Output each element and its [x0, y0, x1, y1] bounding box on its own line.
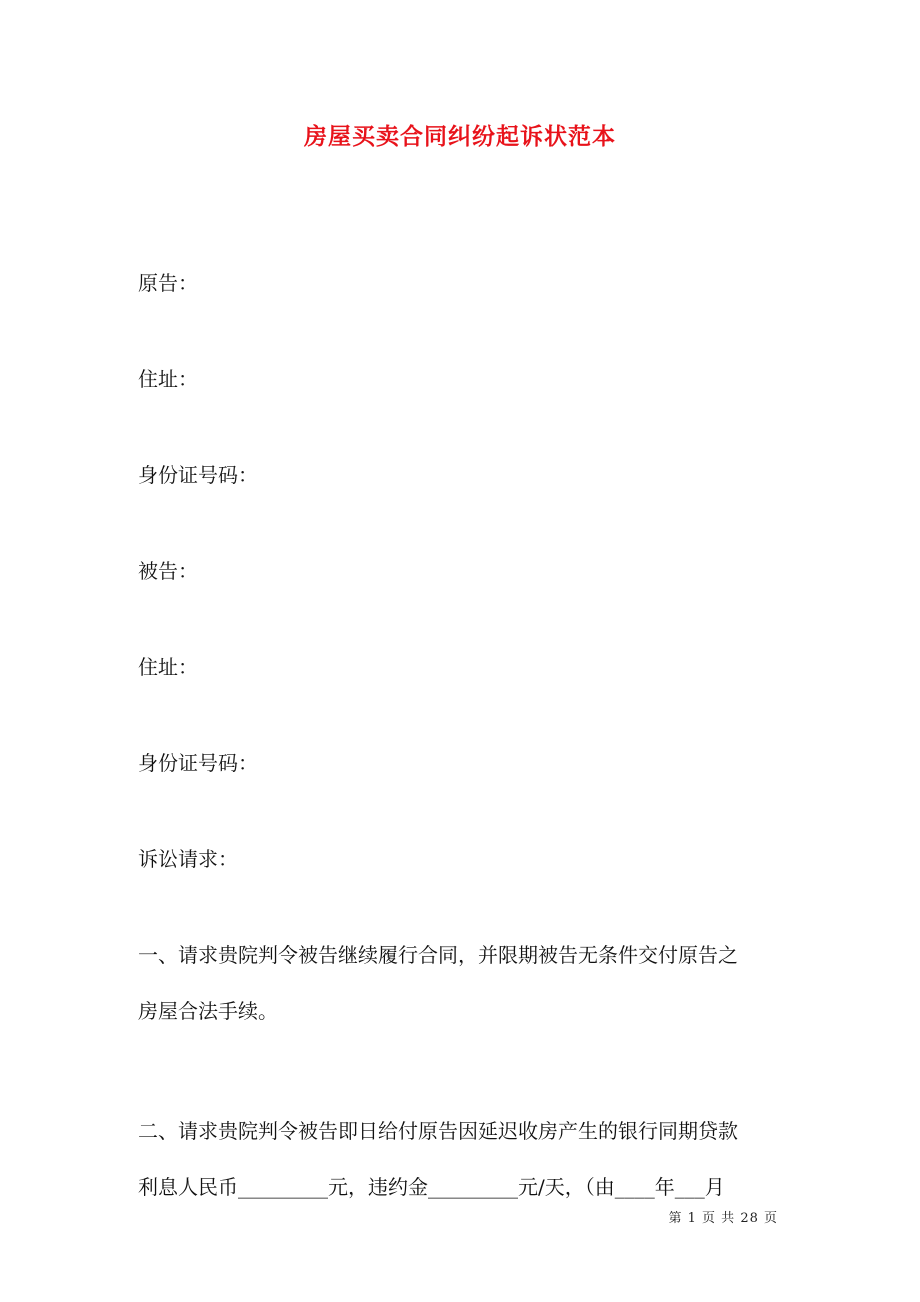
claim-2-line-2: 利息人民币_________元，违约金_________元/天，（由____年___月 [138, 1175, 725, 1199]
claim-1-line-2: 房屋合法手续。 [138, 999, 278, 1023]
plaintiff-address-label: 住址： [138, 367, 198, 391]
claim-paragraph-2 [138, 1103, 788, 1215]
claim-2-line-1: 二、请求贵院判令被告即日给付原告因延迟收房产生的银行同期贷款 [138, 1119, 738, 1143]
claim-1-line-1: 一、请求贵院判令被告继续履行合同，并限期被告无条件交付原告之 [138, 943, 738, 967]
defendant-id-label: 身份证号码： [138, 751, 258, 775]
plaintiff-label: 原告： [138, 271, 198, 295]
page-number: 第 1 页 共 28 页 [668, 1211, 778, 1226]
claims-heading: 诉讼请求： [138, 847, 238, 871]
defendant-address-label: 住址： [138, 655, 198, 679]
document-title: 房屋买卖合同纠纷起诉状范本 [304, 123, 616, 150]
claim-paragraph-1 [138, 927, 788, 1039]
defendant-label: 被告： [138, 559, 198, 583]
plaintiff-id-label: 身份证号码： [138, 463, 258, 487]
